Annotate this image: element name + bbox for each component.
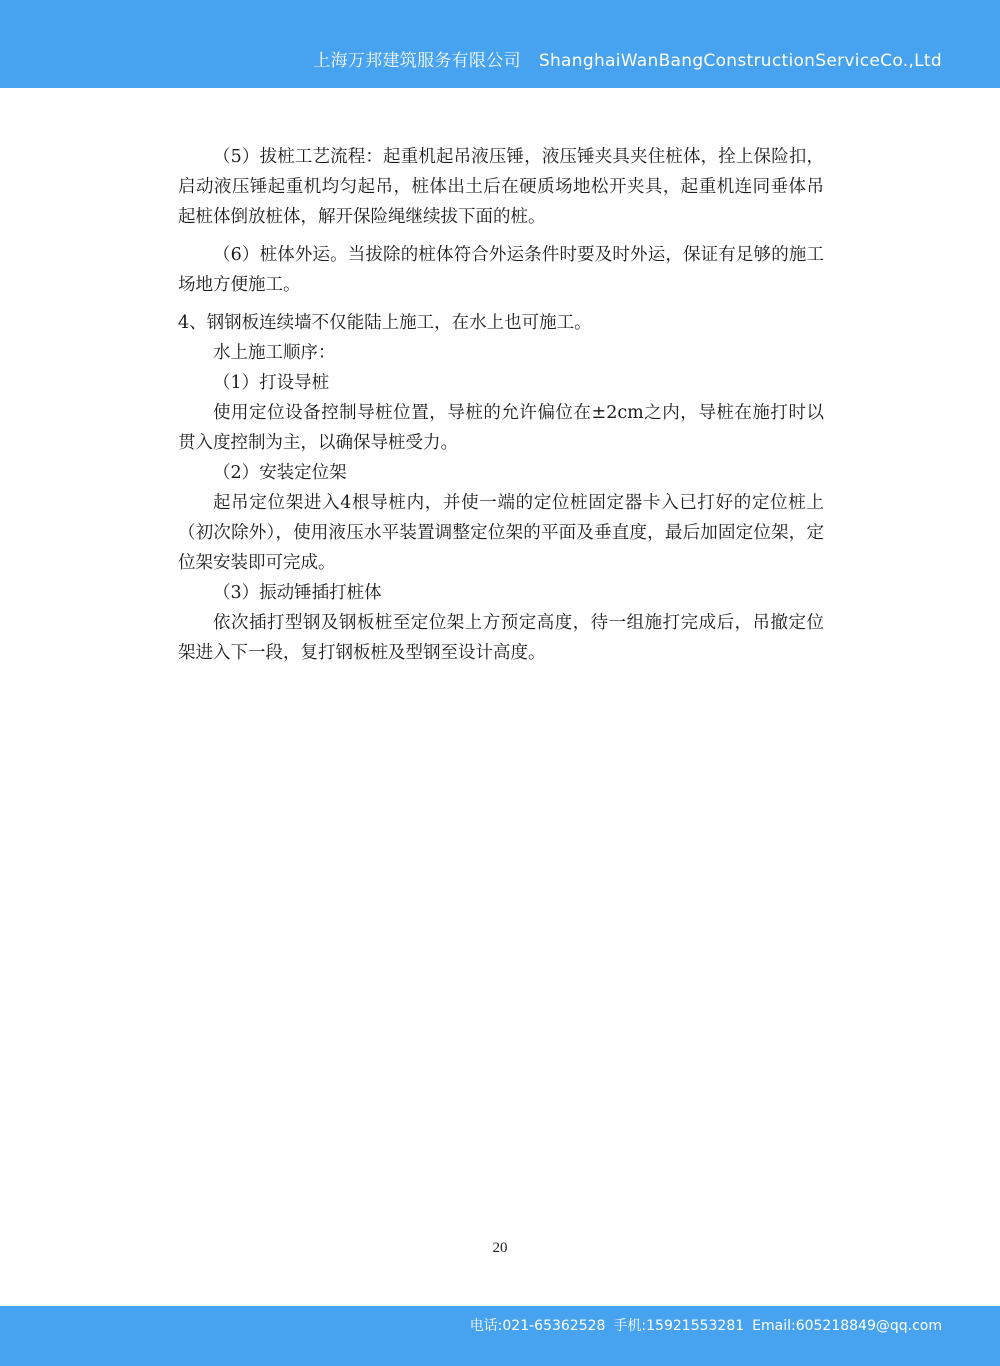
- paragraph-section-4: 4、钢钢板连续墙不仅能陆上施工，在水上也可施工。: [178, 313, 592, 333]
- footer-phone: 电话:021-65362528: [469, 1318, 606, 1334]
- footer-band: [0, 1306, 1000, 1366]
- footer-contact: [470, 1315, 942, 1335]
- page-number: 20: [492, 1240, 508, 1256]
- header-band: [0, 0, 1000, 88]
- paragraph-positioning-frame: 起吊定位架进入4根导桩内，并使一端的定位桩固定器卡入已打好的定位桩上（初次除外），使用液压水平装置调整定位架的平面及垂直度，最后加固定位架，定位架安装即可完成。: [178, 493, 824, 573]
- step-heading-2: （2）安装定位架: [213, 463, 347, 483]
- step-heading-3: （3）振动锤插打桩体: [213, 583, 382, 603]
- footer-email: Email:605218849@qq.com: [752, 1318, 942, 1334]
- step-heading-1: （1）打设导桩: [213, 373, 330, 393]
- paragraph-vibratory-hammer: 依次插打型钢及钢板桩至定位架上方预定高度，待一组施打完成后，吊撤定位架进入下一段，复打钢板桩及型钢至设计高度。: [178, 613, 824, 663]
- header-company: [313, 46, 942, 71]
- paragraph-guide-pile: 使用定位设备控制导桩位置，导桩的允许偏位在±2cm之内，导桩在施打时以贯入度控制为主，以确保导桩受力。: [178, 403, 824, 453]
- paragraph-pile-extraction-process: （5）拔桩工艺流程：起重机起吊液压锤，液压锤夹具夹住桩体，拴上保险扣，启动液压锤起重机均匀起吊，桩体出土后在硬质场地松开夹具，起重机连同垂体吊起桩体倒放桩体，解开保险绳继续拔下面的桩。: [178, 147, 824, 227]
- footer-mobile: 手机:15921553281: [613, 1318, 745, 1334]
- company-name-cn: 上海万邦建筑服务有限公司: [313, 51, 521, 71]
- paragraph-pile-transport: （6）桩体外运。当拔除的桩体符合外运条件时要及时外运，保证有足够的施工场地方便施工。: [178, 245, 824, 295]
- company-name-en: ShanghaiWanBangConstructionServiceCo.,Ltd: [538, 51, 942, 71]
- document-body: [178, 142, 824, 668]
- paragraph-water-sequence: 水上施工顺序：: [213, 343, 336, 363]
